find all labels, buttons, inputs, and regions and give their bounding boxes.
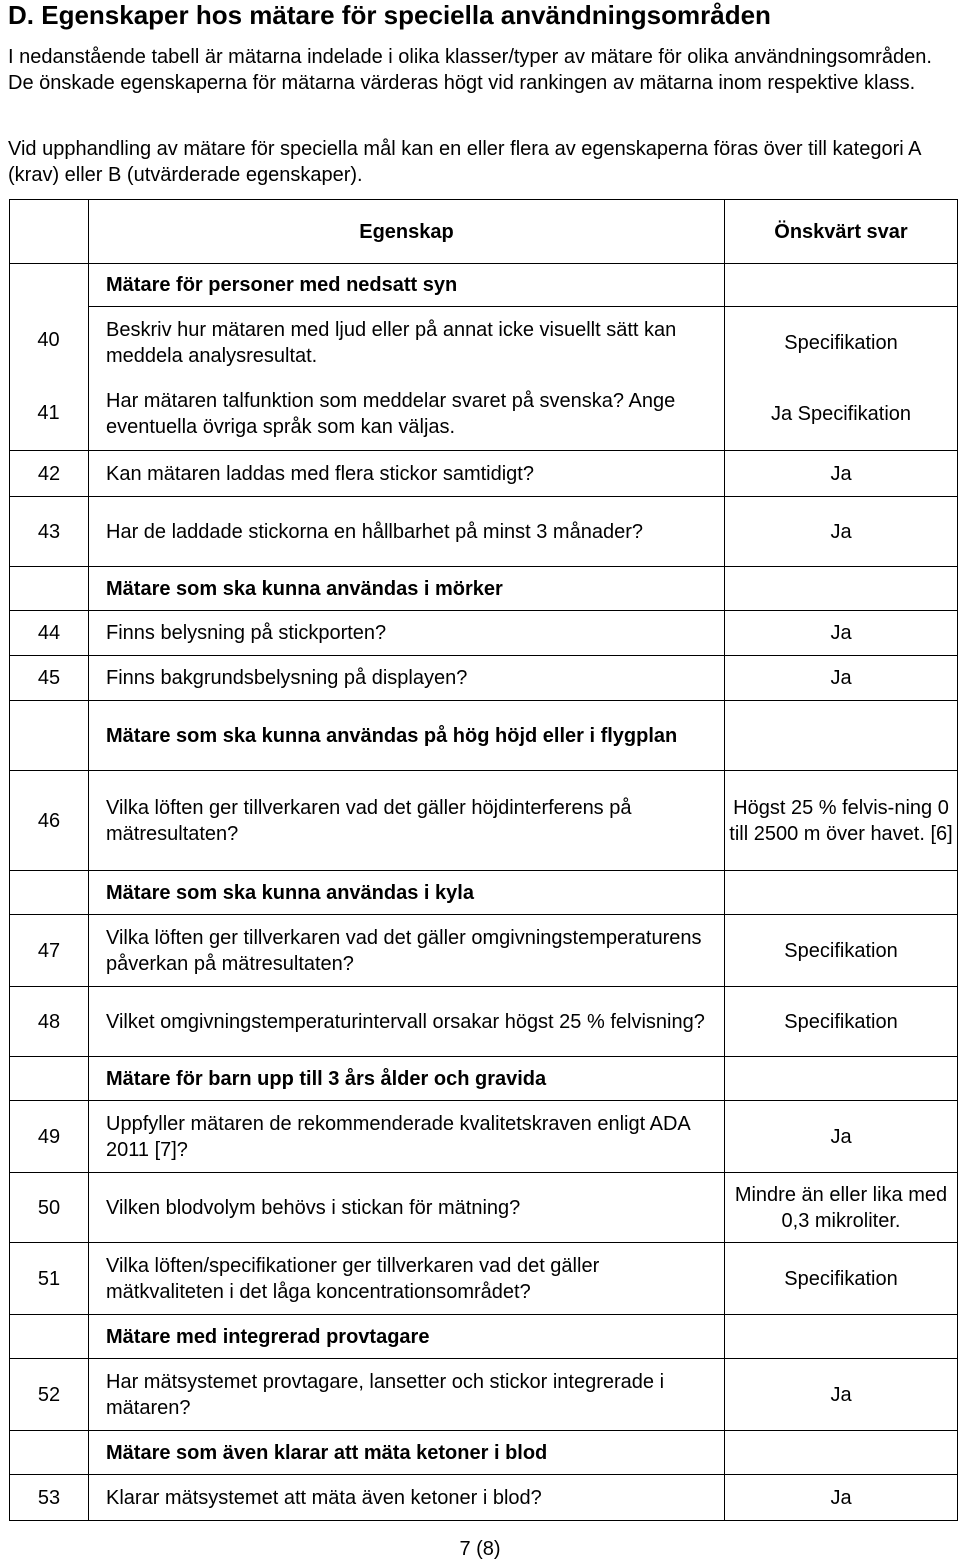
row-answer: Ja <box>725 1475 958 1521</box>
requirements-table <box>9 199 958 1521</box>
header-empty <box>10 200 89 264</box>
table-row <box>10 987 958 1057</box>
row-question: Kan mätaren laddas med flera stickor samtidigt? <box>89 451 725 497</box>
section-row <box>10 1315 958 1359</box>
section-row <box>10 871 958 915</box>
section-title: Mätare med integrerad provtagare <box>89 1315 725 1359</box>
row-question: Vilka löften/specifikationer ger tillverkaren vad det gäller mätkvaliteten i det låga koncentrationsområdet? <box>89 1243 725 1315</box>
header-answer: Önskvärt svar <box>725 200 958 264</box>
section-heading: D. Egenskaper hos mätare för speciella användningsområden <box>8 0 771 30</box>
row-number: 48 <box>10 987 89 1057</box>
intro-paragraph-2: Vid upphandling av mätare för speciella mål kan en eller flera av egenskaperna föras över till kategori A (krav) eller B (utvärderade egenskaper). <box>8 138 921 186</box>
row-question: Finns belysning på stickporten? <box>89 611 725 656</box>
row-question: Vilket omgivningstemperaturintervall orsakar högst 25 % felvisning? <box>89 987 725 1057</box>
table-row <box>10 1475 958 1521</box>
row-question: Har de laddade stickorna en hållbarhet på minst 3 månader? <box>89 497 725 567</box>
row-question: Vilken blodvolym behövs i stickan för mätning? <box>89 1173 725 1243</box>
row-question: Beskriv hur mätaren med ljud eller på annat icke visuellt sätt kan meddela analysresultat. <box>89 307 725 379</box>
row-number: 40 <box>37 329 60 351</box>
row-question: Har mätaren talfunktion som meddelar svaret på svenska? Ange eventuella övriga språk som kan väljas. <box>89 379 725 451</box>
table-row <box>10 915 958 987</box>
row-number: 53 <box>10 1475 89 1521</box>
page-number: 7 (8) <box>459 1538 501 1560</box>
section-row <box>10 1431 958 1475</box>
table-row <box>10 656 958 701</box>
section-title: Mätare för personer med nedsatt syn <box>89 264 725 307</box>
row-answer: Högst 25 % felvis-ning 0 till 2500 m över havet. [6] <box>725 771 958 871</box>
row-question: Vilka löften ger tillverkaren vad det gäller omgivningstemperaturens påverkan på mätresultaten? <box>89 915 725 987</box>
row-answer: Specifikation <box>725 307 958 379</box>
section-row <box>10 567 958 611</box>
header-property: Egenskap <box>89 200 725 264</box>
row-answer: Specifikation <box>725 915 958 987</box>
row-number: 44 <box>10 611 89 656</box>
table-row <box>10 1359 958 1431</box>
table-row <box>10 771 958 871</box>
table-row <box>10 497 958 567</box>
row-number: 45 <box>10 656 89 701</box>
section-title: Mätare för barn upp till 3 års ålder och gravida <box>89 1057 725 1101</box>
row-answer: Ja <box>725 497 958 567</box>
table-row <box>10 379 958 451</box>
row-number: 50 <box>10 1173 89 1243</box>
intro-paragraph: I nedanstående tabell är mätarna indelade i olika klasser/typer av mätare för olika användningsområden. De önskade egenskaperna för mätarna värderas högt vid rankingen av mätarna inom respektive klass. <box>8 46 932 94</box>
row-answer: Ja <box>725 656 958 701</box>
row-answer: Specifikation <box>725 987 958 1057</box>
row-question: Vilka löften ger tillverkaren vad det gäller höjdinterferens på mätresultaten? <box>89 771 725 871</box>
table-header-row <box>10 200 958 264</box>
section-title: Mätare som även klarar att mäta ketoner i blod <box>89 1431 725 1475</box>
row-question: Uppfyller mätaren de rekommenderade kvalitetskraven enligt ADA 2011 [7]? <box>89 1101 725 1173</box>
row-answer: Mindre än eller lika med 0,3 mikroliter. <box>725 1173 958 1243</box>
row-question: Klarar mätsystemet att mäta även ketoner i blod? <box>89 1475 725 1521</box>
table-row <box>10 1101 958 1173</box>
row-answer: Specifikation <box>725 1243 958 1315</box>
section-row <box>10 1057 958 1101</box>
section-title: Mätare som ska kunna användas i mörker <box>89 567 725 611</box>
table-row <box>10 307 958 379</box>
row-number: 43 <box>10 497 89 567</box>
row-answer: Ja <box>725 1359 958 1431</box>
row-number: 49 <box>10 1101 89 1173</box>
row-question: Har mätsystemet provtagare, lansetter och stickor integrerade i mätaren? <box>89 1359 725 1431</box>
row-number: 41 <box>37 402 60 424</box>
row-answer: Ja Specifikation <box>725 379 958 451</box>
table-row <box>10 1173 958 1243</box>
row-number: 42 <box>10 451 89 497</box>
row-answer: Ja <box>725 1101 958 1173</box>
section-title: Mätare som ska kunna användas i kyla <box>89 871 725 915</box>
row-number: 46 <box>10 771 89 871</box>
section-row <box>10 701 958 771</box>
row-number: 47 <box>10 915 89 987</box>
row-question: Finns bakgrundsbelysning på displayen? <box>89 656 725 701</box>
table-row <box>10 451 958 497</box>
row-number: 52 <box>10 1359 89 1431</box>
row-answer: Ja <box>725 611 958 656</box>
table-row <box>10 611 958 656</box>
section-title: Mätare som ska kunna användas på hög höjd eller i flygplan <box>89 701 725 771</box>
row-number: 51 <box>10 1243 89 1315</box>
table-row <box>10 1243 958 1315</box>
row-answer: Ja <box>725 451 958 497</box>
section-row <box>10 264 958 307</box>
